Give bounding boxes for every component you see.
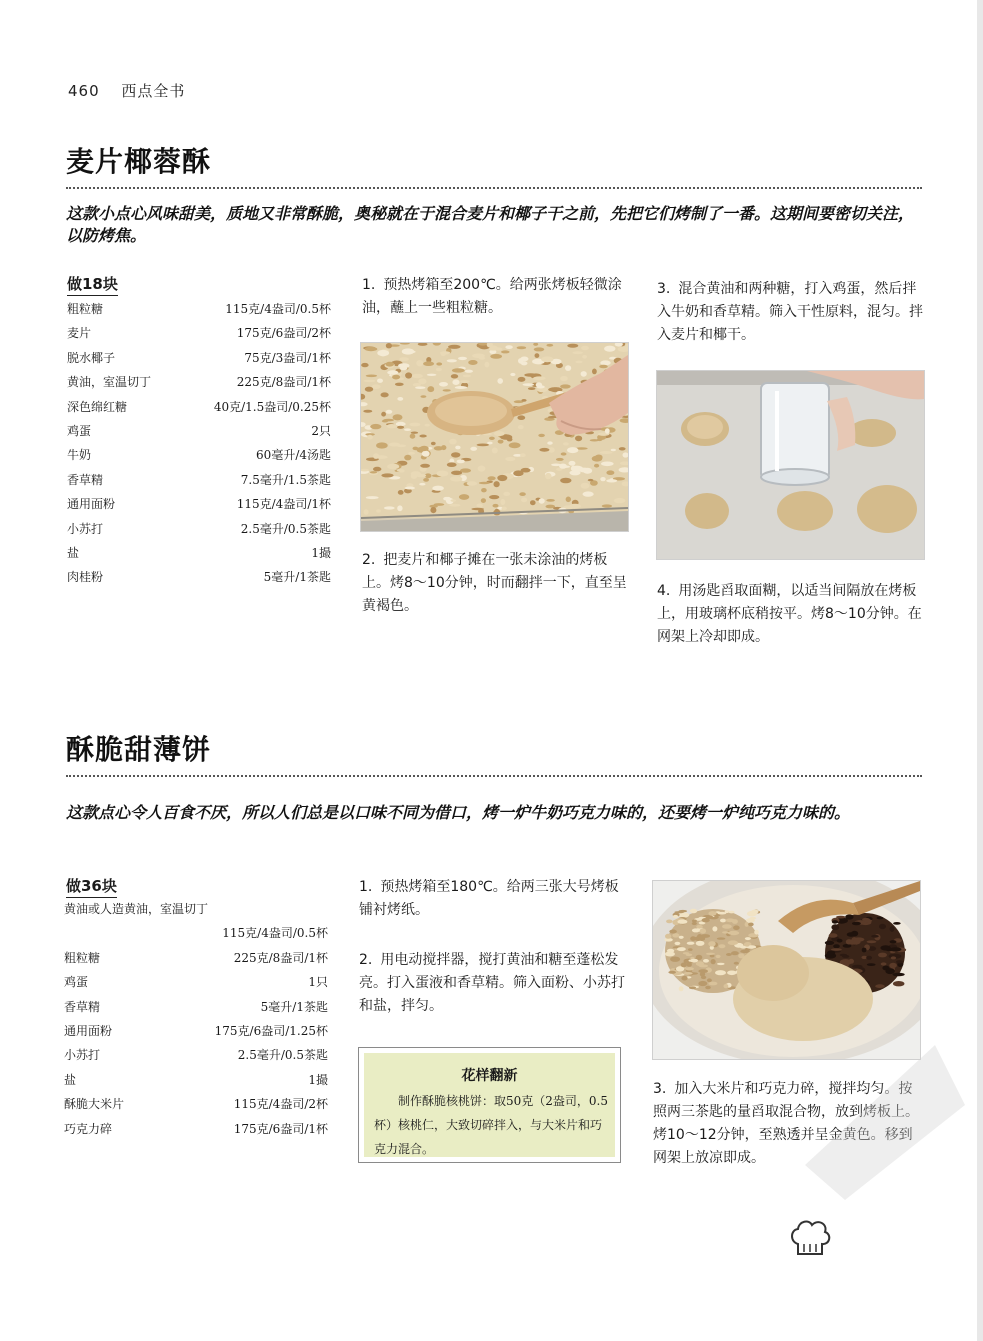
ingredient-row [64, 897, 328, 921]
step-1: 1. 预热烤箱至180℃。给两三张大号烤板铺衬烤纸。 [359, 879, 619, 918]
ingredient-quantity: 75克/3盎司/1杯 [244, 350, 331, 365]
ingredient-quantity: 7.5毫升/1.5茶匙 [240, 472, 331, 487]
ingredient-row [64, 1117, 328, 1141]
ingredient-quantity: 2.5毫升/0.5茶匙 [237, 1048, 328, 1063]
ingredient-quantity: 2.5毫升/0.5茶匙 [240, 521, 331, 536]
ingredient-name: 肉桂粉 [67, 570, 104, 585]
ingredient-quantity: 115克/4盎司/1杯 [236, 497, 331, 512]
chef-hat-icon [788, 1216, 832, 1260]
ingredient-name: 酥脆大米片 [64, 1097, 125, 1112]
ingredient-row [64, 995, 328, 1019]
ingredient-row [64, 921, 328, 945]
ingredient-quantity: 225克/8盎司/1杯 [236, 375, 331, 390]
ingredient-quantity: 175克/6盎司/1.25杯 [214, 1023, 328, 1038]
ingredient-name: 黄油，室温切丁 [67, 375, 152, 390]
ingredient-quantity: 225克/8盎司/1杯 [233, 950, 328, 965]
ingredient-row [67, 517, 331, 541]
ingredient-row [67, 297, 331, 321]
ingredient-row [67, 346, 331, 370]
ingredient-row [64, 970, 328, 994]
ingredient-name: 深色绵红糖 [67, 399, 128, 414]
step-1: 1. 预热烤箱至200℃。给两张烤板轻微涂油，蘸上一些粗粒糖。 [362, 277, 622, 316]
ingredient-name: 盐 [64, 1072, 77, 1087]
variation-tip-box [358, 1047, 621, 1163]
ingredient-quantity: 2只 [311, 423, 331, 438]
recipe-intro: 这款小点心风味甜美，质地又非常酥脆，奥秘就在于混合麦片和椰子干之前，先把它们烤制了一番。这期间要密切关注，以防烤焦。 [66, 204, 915, 245]
yield-label: 做36块 [66, 875, 117, 898]
ingredient-name: 鸡蛋 [64, 975, 89, 990]
tip-text: 制作酥脆核桃饼：取50克（2盎司，0.5杯）核桃仁，大致切碎拌入，与大米片和巧克力混合。 [374, 1094, 608, 1156]
ingredient-row [67, 492, 331, 516]
ingredient-name: 粗粒糖 [67, 302, 104, 316]
ingredient-row [67, 395, 331, 419]
ingredient-name: 巧克力碎 [64, 1121, 113, 1136]
ingredient-row [67, 321, 331, 345]
book-title: 西点全书 [121, 82, 186, 100]
oats-tray-photo [360, 342, 629, 532]
ingredient-row [67, 541, 331, 565]
ingredient-row [67, 419, 331, 443]
ingredient-row [67, 443, 331, 467]
ingredient-row [64, 1068, 328, 1092]
recipe-title: 酥脆甜薄饼 [66, 733, 212, 766]
yield-label: 做18块 [67, 273, 118, 296]
ingredient-quantity: 175克/6盎司/2杯 [236, 326, 331, 341]
ingredient-quantity: 1撮 [311, 545, 331, 560]
page-number: 460 [68, 82, 100, 100]
ingredient-row [64, 1019, 328, 1043]
ingredient-name: 牛奶 [67, 448, 92, 463]
ingredient-row [64, 1043, 328, 1067]
ingredient-name: 鸡蛋 [67, 423, 92, 438]
ingredient-row [64, 1092, 328, 1116]
ingredient-quantity: 40克/1.5盎司/0.25杯 [213, 399, 331, 414]
step-3: 3. 混合黄油和两种糖，打入鸡蛋，然后拌入牛奶和香草精。筛入干性原料，混匀。拌入麦片和椰干。 [657, 281, 923, 343]
ingredient-row [67, 370, 331, 394]
ingredient-name: 香草精 [64, 999, 101, 1014]
ingredient-name: 脱水椰子 [67, 350, 116, 365]
ingredient-name: 粗粒糖 [64, 950, 101, 965]
ingredient-name: 盐 [67, 545, 80, 560]
step-2: 2. 用电动搅拌器，搅打黄油和糖至蓬松发亮。打入蛋液和香草精。筛入面粉、小苏打和盐，拌匀。 [359, 952, 625, 1014]
step-3: 3. 加入大米片和巧克力碎，搅拌均匀。按照两三茶匙的量舀取混合物，放到烤板上。烤10～12分钟，至熟透并呈金黄色。移到网架上放凉即成。 [653, 1081, 919, 1166]
recipe-title: 麦片椰蓉酥 [66, 145, 212, 178]
ingredient-row [64, 946, 328, 970]
ingredient-name: 麦片 [67, 326, 92, 341]
divider [66, 187, 922, 189]
step-4: 4. 用汤匙舀取面糊，以适当间隔放在烤板上，用玻璃杯底稍按平。烤8～10分钟。在网架上冷却即成。 [657, 583, 922, 645]
ingredient-name: 小苏打 [64, 1048, 101, 1063]
ingredient-quantity: 175克/6盎司/1杯 [233, 1121, 328, 1136]
step-2: 2. 把麦片和椰子摊在一张未涂油的烤板上。烤8～10分钟，时而翻拌一下，直至呈黄褐色。 [362, 552, 627, 614]
ingredient-name: 香草精 [67, 472, 104, 487]
recipe-intro: 这款点心令人百食不厌，所以人们总是以口味不同为借口，烤一炉牛奶巧克力味的，还要烤一炉纯巧克力味的。 [66, 803, 851, 822]
running-header [68, 80, 185, 101]
ingredient-quantity: 115克/4盎司/2杯 [233, 1097, 328, 1112]
ingredient-quantity: 115克/4盎司/0.5杯 [225, 302, 331, 316]
ingredient-list [67, 297, 331, 590]
watermark-graphic [785, 1015, 975, 1205]
ingredient-name: 通用面粉 [67, 497, 116, 512]
ingredient-quantity: 5毫升/1茶匙 [263, 570, 331, 585]
ingredient-list [64, 897, 328, 1141]
ingredient-quantity: 5毫升/1茶匙 [260, 999, 328, 1014]
divider [66, 775, 922, 777]
tip-title: 花样翻新 [461, 1068, 518, 1084]
ingredient-row [67, 468, 331, 492]
ingredient-quantity: 60毫升/4汤匙 [256, 448, 331, 463]
ingredient-name: 黄油或人造黄油，室温切丁 [64, 902, 209, 916]
dough-glass-photo [656, 370, 925, 560]
ingredient-name: 小苏打 [67, 521, 104, 536]
page-edge [977, 0, 983, 1341]
ingredient-quantity: 115克/4盎司/0.5杯 [222, 926, 328, 941]
ingredient-quantity: 1撮 [308, 1072, 328, 1087]
ingredient-row [67, 565, 331, 589]
ingredient-quantity: 1只 [308, 975, 328, 990]
ingredient-name: 通用面粉 [64, 1023, 113, 1038]
